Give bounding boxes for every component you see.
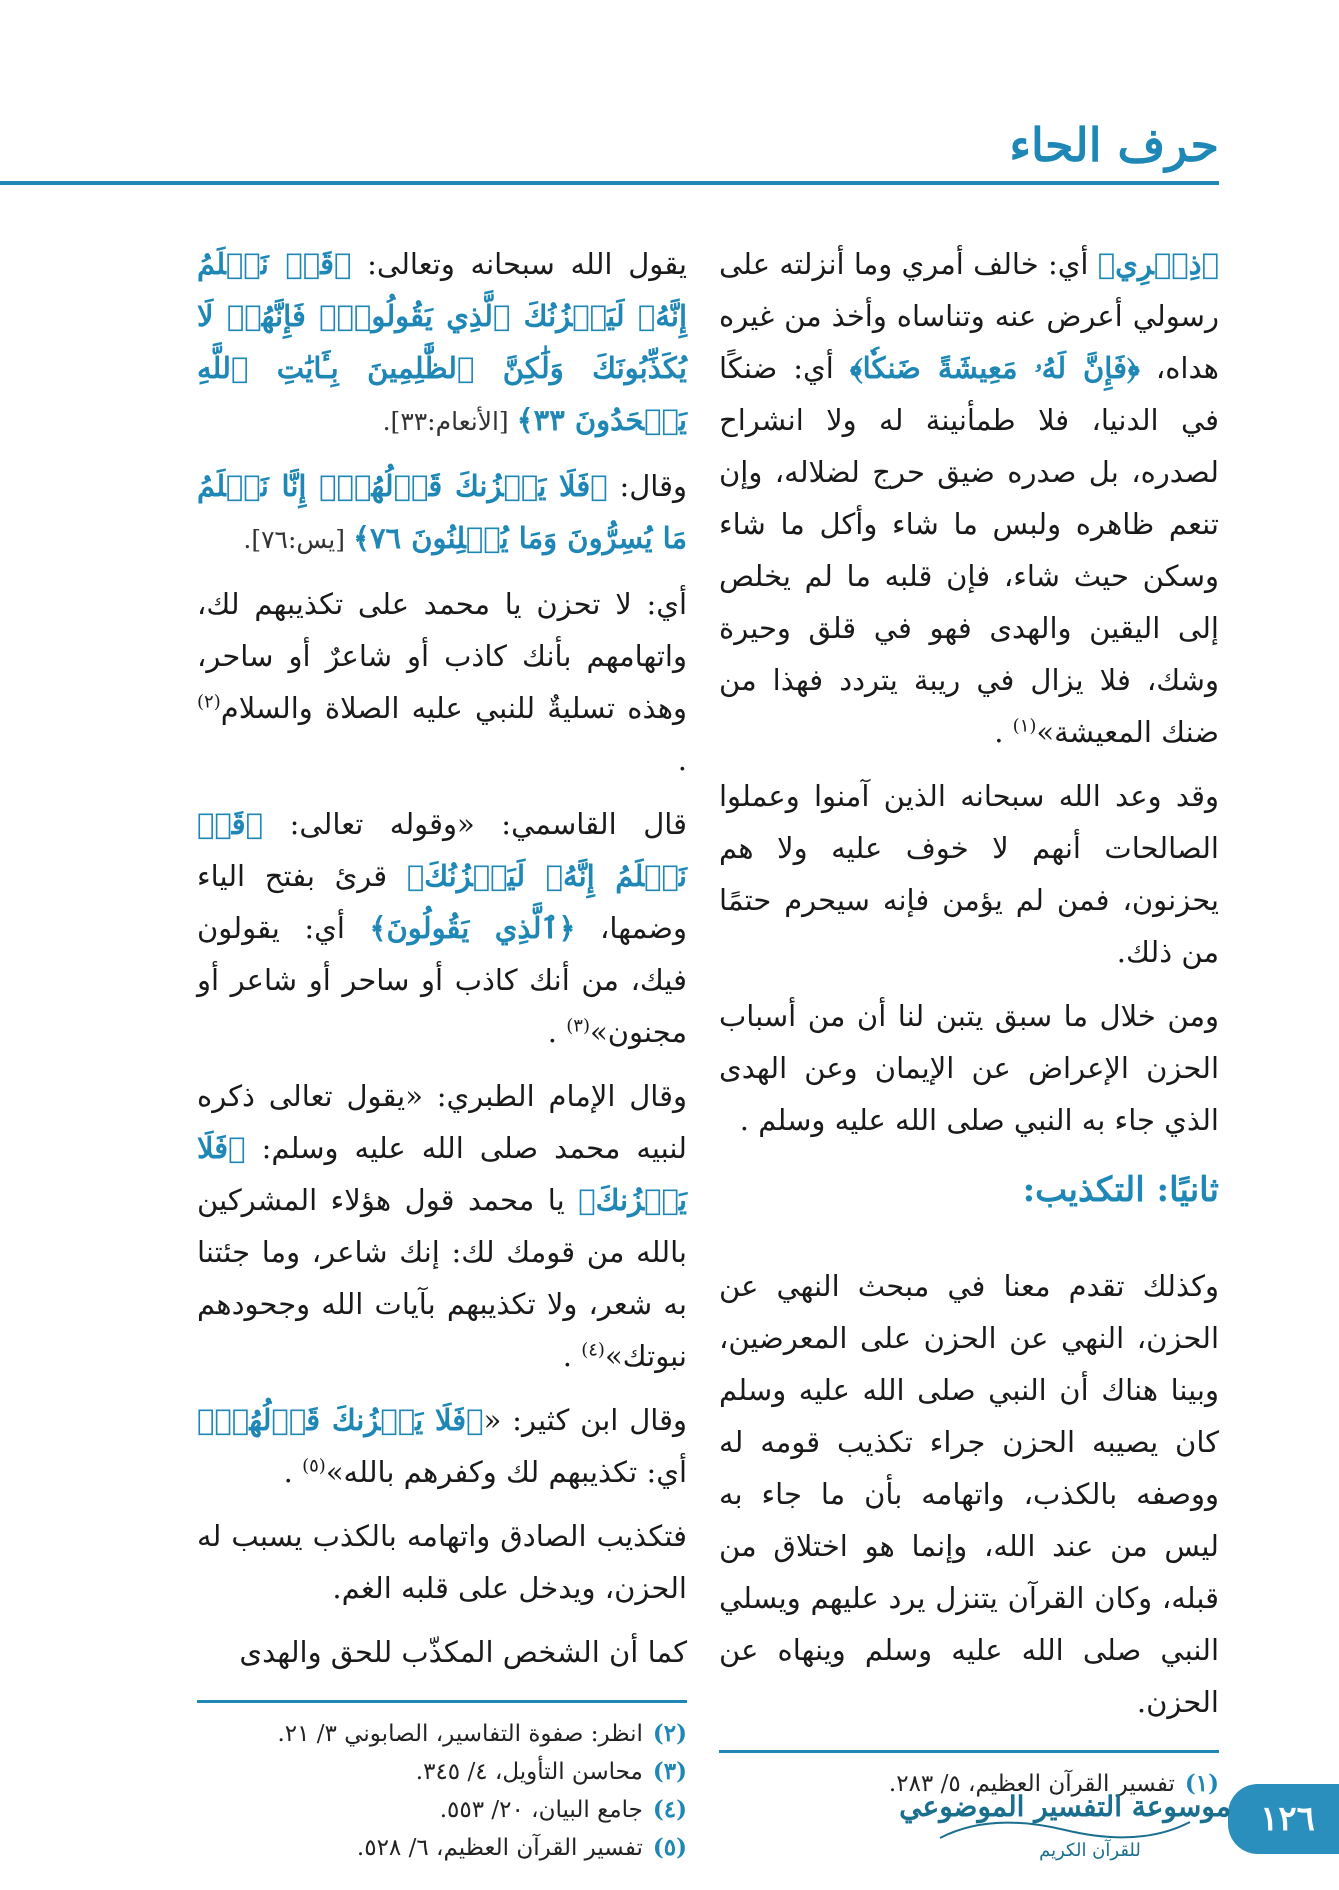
paragraph	[197, 1394, 687, 1498]
quran-verse: ﴿فَلَا يَحۡزُنكَ قَوۡلُهُمۡۘ إِنَّا نَعۡلَمُ مَا يُسِرُّونَ وَمَا يُعۡلِنُونَ ٧٦﴾	[197, 469, 687, 555]
paragraph: ومن خلال ما سبق يتبن لنا أن من أسباب الحزن الإعراض عن الإيمان وعن الهدى الذي جاء به النبي صلى الله عليه وسلم .	[719, 999, 1219, 1137]
quran-verse: ﴿ذِكۡرِي﴾	[1097, 247, 1219, 281]
footnote-text: تفسير القرآن العظيم، ٥/ ٢٨٣.	[888, 1771, 1175, 1797]
footnote-number: (٣)	[652, 1758, 687, 1785]
paragraph	[197, 238, 687, 448]
logo-ornament	[940, 1822, 1190, 1838]
text-run: قال القاسمي: «وقوله تعالى:	[263, 807, 687, 841]
paragraph: فتكذيب الصادق واتهامه بالكذب يسبب له الحزن، ويدخل على قلبه الغم.	[197, 1519, 687, 1605]
footnote-number: (١)	[1184, 1770, 1219, 1797]
text-run: أي: تكذيبهم لك وكفرهم بالله»	[325, 1455, 687, 1489]
text-run: وقال الإمام الطبري: «يقول تعالى ذكره لنبيه محمد صلى الله عليه وسلم:	[197, 1079, 687, 1165]
text-run: أي: يقولون فيك، من أنك كاذب أو ساحر أو شاعر أو مجنون»	[197, 911, 687, 1049]
paragraph	[719, 238, 1219, 758]
footnote-number: (٤)	[652, 1796, 687, 1823]
logo-title: موسوعة التفسير الموضوعي	[899, 1790, 1231, 1823]
text-run: .	[677, 743, 687, 777]
encyclopedia-logo	[899, 1772, 1231, 1868]
quran-verse: ﴿ٱلَّذِي يَقُولُونَ﴾	[369, 911, 576, 945]
footnote-item	[197, 1715, 687, 1753]
page-number: ١٢٦	[1260, 1799, 1315, 1839]
logo-subtitle: للقرآن الكريم	[1039, 1840, 1141, 1861]
footnote-item	[197, 1753, 687, 1791]
paragraph: كما أن الشخص المكذّب للحق والهدى	[239, 1635, 687, 1669]
chapter-title: حرف الحاء	[1009, 118, 1219, 172]
surah-reference: [الأنعام:٣٣].	[382, 407, 517, 436]
text-run: وقال ابن كثير: «	[483, 1403, 687, 1437]
text-run: يقول الله سبحانه وتعالى:	[351, 247, 687, 281]
quran-verse: ﴿فَإِنَّ لَهُۥ مَعِيشَةً ضَنكٗا﴾	[849, 351, 1140, 385]
text-run: أي: خالف أمري وما أنزلته على رسولي أعرض عنه وتناساه وأخذ من غيره هداه،	[719, 247, 1219, 385]
section-heading: ثانيًا: التكذيب:	[1022, 1170, 1219, 1210]
text-run: وقال:	[607, 469, 687, 503]
paragraph: وكذلك تقدم معنا في مبحث النهي عن الحزن، النهي عن الحزن على المعرضين، وبينا هناك أن النبي صلى الله عليه وسلم كان يصيبه الحزن جراء تكذيب قومه له ووصفه بالكذب، واتهامه بأن ما جاء به ليس من عند الله، وإنما هو اختلاق من قبله، وكان القرآن يتنزل يرد عليهم ويسلي النبي صلى الله عليه وسلم وينهاه عن الحزن.	[719, 1269, 1219, 1719]
paragraph	[197, 798, 687, 1058]
footnote-text: انظر: صفوة التفاسير، الصابوني ٣/ ٢١.	[277, 1721, 643, 1747]
footnote-text: تفسير القرآن العظيم، ٦/ ٥٢٨.	[356, 1835, 643, 1861]
paragraph: وقد وعد الله سبحانه الذين آمنوا وعملوا الصالحات أنهم لا خوف عليه ولا هم يحزنون، فمن لم يؤمن فإنه سيحرم حتمًا من ذلك.	[719, 779, 1219, 969]
footnote-ref[interactable]: (٣)	[566, 1015, 590, 1037]
footnote-ref[interactable]: (١)	[1012, 715, 1037, 737]
text-run: أي: لا تحزن يا محمد على تكذيبهم لك، واتهامهم بأنك كاذب أو شاعرٌ أو ساحر، وهذه تسليةٌ للنبي عليه الصلاة والسلام	[197, 587, 687, 725]
quran-verse: ﴿فَلَا يَحۡزُنكَ﴾	[197, 1131, 687, 1217]
text-run: قرئ بفتح الياء وضمها،	[197, 859, 687, 945]
footnote-item	[197, 1791, 687, 1829]
text-run: .	[283, 1455, 303, 1489]
quran-verse: ﴿قَدۡ نَعۡلَمُ إِنَّهُۥ لَيَحۡزُنُكَ﴾	[197, 807, 688, 893]
footnote-ref[interactable]: (٥)	[302, 1455, 326, 1477]
header-rule	[0, 181, 1219, 185]
text-run: يا محمد قول هؤلاء المشركين بالله من قومك لك: إنك شاعر، وما جئتنا به شعر، ولا تكذيبهم بآيات الله وجحودهم نبوتك»	[197, 1183, 687, 1373]
surah-reference: [يس:٧٦].	[243, 525, 353, 554]
paragraph	[197, 578, 687, 786]
paragraph	[197, 460, 687, 566]
quran-verse: ﴿فَلَا يَحۡزُنكَ قَوۡلُهُمۡ﴾	[197, 1403, 484, 1437]
left-column	[197, 238, 687, 1867]
footnote-text: جامع البيان، ٢٠/ ٥٥٣.	[439, 1797, 643, 1823]
footnote-divider	[197, 1700, 687, 1703]
paragraph	[197, 1070, 687, 1382]
footnote-item	[197, 1829, 687, 1867]
footnote-text: محاسن التأويل، ٤/ ٣٤٥.	[415, 1759, 643, 1785]
text-run: .	[994, 715, 1013, 749]
footnote-number: (٥)	[652, 1834, 687, 1861]
footnote-ref[interactable]: (٤)	[581, 1339, 605, 1361]
footnote-list	[197, 1715, 687, 1867]
text-run: أي: ضنكًا في الدنيا، فلا طمأنينة له ولا انشراح لصدره، بل صدره ضيق حرج لضلاله، وإن تنعم ظاهره ولبس ما شاء وأكل ما شاء وسكن حيث شاء، فإن قلبه ما لم يخلص إلى اليقين والهدى فهو في قلق وحيرة وشك، فلا يزال في ريبة يتردد فهذا من ضنك المعيشة»	[719, 351, 1219, 749]
right-column	[719, 238, 1219, 1803]
quran-verse: ﴿قَدۡ نَعۡلَمُ إِنَّهُۥ لَيَحۡزُنُكَ ٱلَّذِي يَقُولُونَۖ فَإِنَّهُمۡ لَا يُكَذِّبُونَكَ وَلَٰكِنَّ ٱلظَّٰلِمِينَ بِـَٔايَٰتِ ٱللَّهِ يَجۡحَدُونَ ٣٣﴾	[197, 247, 687, 437]
footnote-ref[interactable]: (٢)	[197, 691, 221, 713]
footnote-number: (٢)	[652, 1720, 687, 1747]
footnote-divider	[719, 1750, 1219, 1753]
text-run: .	[562, 1339, 582, 1373]
text-run: .	[547, 1015, 567, 1049]
